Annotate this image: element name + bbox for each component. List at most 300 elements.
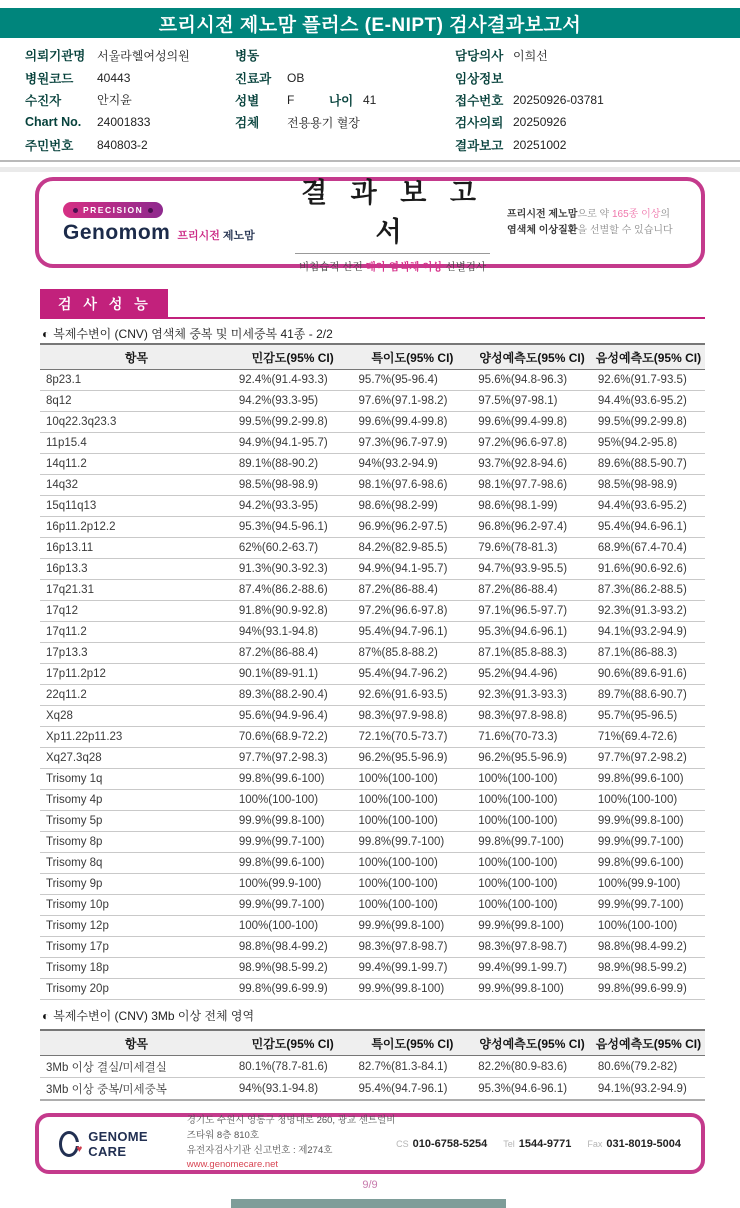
patient-info-col3: [455, 44, 604, 156]
row-item-name: Trisomy 20p: [40, 979, 233, 1000]
footer-website-link[interactable]: www.genomecare.net: [186, 1159, 279, 1171]
field-value: 24001833: [97, 115, 151, 130]
row-value: 98.1%(97.7-98.6): [472, 475, 592, 496]
tel-label: Tel: [503, 1138, 515, 1149]
table-row: [40, 664, 705, 685]
table-row: [40, 643, 705, 664]
row-value: 87.1%(85.8-88.3): [472, 643, 592, 664]
row-value: 94%(93.1-94.8): [233, 622, 353, 643]
row-value: 100%(100-100): [233, 916, 353, 937]
row-item-name: 14q11.2: [40, 454, 233, 475]
column-header: 음성예측도(95% CI): [592, 1030, 705, 1056]
field-label: 병원코드: [25, 71, 74, 86]
footer-license: 유전자검사기관 신고번호 : 제274호: [186, 1144, 333, 1156]
table-row: [40, 727, 705, 748]
field-label: 성별: [235, 93, 260, 108]
field-label: Chart No.: [25, 115, 82, 130]
row-value: 100%(100-100): [353, 790, 473, 811]
row-value: 95.3%(94.6-96.1): [472, 622, 592, 643]
row-value: 99.9%(99.8-100): [472, 916, 592, 937]
row-item-name: 17p11.2p12: [40, 664, 233, 685]
row-value: 99.9%(99.7-100): [592, 895, 705, 916]
badge-label: PRECISION: [83, 205, 144, 216]
row-value: 99.9%(99.8-100): [353, 916, 473, 937]
row-value: 99.8%(99.6-100): [592, 769, 705, 790]
row-value: 68.9%(67.4-70.4): [592, 538, 705, 559]
row-item-name: Trisomy 12p: [40, 916, 233, 937]
row-value: 98.9%(98.5-99.2): [592, 958, 705, 979]
row-value: 91.6%(90.6-92.6): [592, 559, 705, 580]
field-label: 접수번호: [455, 93, 504, 108]
row-value: 95.6%(94.9-96.4): [233, 706, 353, 727]
row-value: 94.1%(93.2-94.9): [592, 622, 705, 643]
row-value: 92.6%(91.6-93.5): [353, 685, 473, 706]
field-value: 20250926-03781: [513, 92, 604, 107]
row-value: 92.3%(91.3-93.3): [472, 685, 592, 706]
table-row: [40, 559, 705, 580]
row-value: 97.1%(96.5-97.7): [472, 601, 592, 622]
info-row: [25, 89, 190, 111]
table-header-row: [40, 344, 705, 370]
report-heading: [278, 171, 507, 274]
table-row: [40, 832, 705, 853]
row-value: 97.5%(97-98.1): [472, 391, 592, 412]
field-label: 수진자: [25, 93, 62, 108]
table-row: [40, 391, 705, 412]
row-value: 99.5%(99.2-99.8): [233, 412, 353, 433]
row-value: 94.1%(93.2-94.9): [592, 1078, 705, 1101]
row-value: 97.7%(97.2-98.2): [592, 748, 705, 769]
table-row: [40, 517, 705, 538]
row-value: 99.8%(99.6-100): [233, 769, 353, 790]
row-value: 89.7%(88.6-90.7): [592, 685, 705, 706]
row-value: 98.8%(98.4-99.2): [592, 937, 705, 958]
table-row: [40, 580, 705, 601]
table-row: [40, 916, 705, 937]
field-value: 전용용기 혈장: [287, 115, 360, 130]
row-value: 100%(100-100): [472, 811, 592, 832]
row-item-name: Xq28: [40, 706, 233, 727]
row-value: 94.9%(94.1-95.7): [233, 433, 353, 454]
field-label: 의뢰기관명: [25, 49, 86, 64]
row-value: 99.4%(99.1-99.7): [472, 958, 592, 979]
field-value: 20251002: [513, 137, 567, 152]
row-value: 96.2%(95.5-96.9): [353, 748, 473, 769]
row-value: 94.2%(93.3-95): [233, 496, 353, 517]
patient-info-col1: [25, 44, 190, 156]
report-heading-title: 결 과 보 고 서: [301, 178, 484, 247]
row-value: 92.3%(91.3-93.2): [592, 601, 705, 622]
row-value: 72.1%(70.5-73.7): [353, 727, 473, 748]
table-row: [40, 433, 705, 454]
row-value: 71.6%(70-73.3): [472, 727, 592, 748]
field-label: 검체: [235, 116, 260, 131]
row-value: 93.7%(92.8-94.6): [472, 454, 592, 475]
note-pink: 165종 이상: [611, 209, 661, 220]
column-header: 항목: [40, 344, 233, 370]
row-value: 100%(100-100): [353, 853, 473, 874]
row-value: 98.6%(98.2-99): [353, 496, 473, 517]
info-row: [235, 66, 376, 88]
row-item-name: 14q32: [40, 475, 233, 496]
field-value: 40443: [97, 70, 131, 85]
field-label: 병동: [235, 49, 260, 64]
row-item-name: 16p13.11: [40, 538, 233, 559]
row-item-name: 11p15.4: [40, 433, 233, 454]
column-header: 음성예측도(95% CI): [592, 344, 705, 370]
row-value: 87.2%(86-88.4): [353, 580, 473, 601]
table-row: [40, 811, 705, 832]
row-value: 87.3%(86.2-88.5): [592, 580, 705, 601]
note-text: 을 선별할 수 있습니다: [577, 224, 673, 236]
row-value: 99.9%(99.8-100): [472, 979, 592, 1000]
table1-caption: [42, 325, 333, 342]
row-value: 71%(69.4-72.6): [592, 727, 705, 748]
row-value: 100%(100-100): [592, 916, 705, 937]
row-value: 98.3%(97.9-98.8): [353, 706, 473, 727]
info-row: [25, 111, 190, 133]
performance-table-cnv41: [40, 343, 705, 1000]
row-value: 90.6%(89.6-91.6): [592, 664, 705, 685]
report-heading-subtitle: [278, 259, 507, 274]
row-value: 62%(60.2-63.7): [233, 538, 353, 559]
row-item-name: 3Mb 이상 결실/미세결실: [40, 1056, 233, 1078]
info-divider-line: [0, 160, 740, 162]
row-value: 99.9%(99.8-100): [592, 811, 705, 832]
footer-contact-numbers: [396, 1138, 681, 1150]
column-header: 특이도(95% CI): [353, 1030, 473, 1056]
row-item-name: Trisomy 17p: [40, 937, 233, 958]
patient-info-col2: [235, 44, 376, 134]
column-header: 양성예측도(95% CI): [472, 344, 592, 370]
row-value: 100%(100-100): [472, 769, 592, 790]
half-circle-icon: ◐: [42, 1009, 50, 1023]
performance-table-3mb: [40, 1029, 705, 1101]
g-circle-icon: [59, 1131, 83, 1157]
section-header: [40, 291, 705, 319]
column-header: 민감도(95% CI): [233, 1030, 353, 1056]
info-row: [455, 89, 604, 111]
row-item-name: Trisomy 10p: [40, 895, 233, 916]
row-value: 95%(94.2-95.8): [592, 433, 705, 454]
row-value: 95.7%(95-96.4): [353, 370, 473, 391]
row-item-name: Trisomy 1q: [40, 769, 233, 790]
row-value: 92.4%(91.4-93.3): [233, 370, 353, 391]
table-row: [40, 979, 705, 1000]
row-item-name: 16p11.2p12.2: [40, 517, 233, 538]
row-value: 98.8%(98.4-99.2): [233, 937, 353, 958]
field-label: 결과보고: [455, 138, 504, 153]
field-value: 이희선: [513, 48, 548, 63]
row-value: 97.6%(97.1-98.2): [353, 391, 473, 412]
table-row: [40, 769, 705, 790]
row-value: 87.1%(86-88.3): [592, 643, 705, 664]
brand-kr-pink: 프리시전: [177, 230, 220, 243]
row-value: 98.9%(98.5-99.2): [233, 958, 353, 979]
field-value: 안지윤: [97, 93, 132, 108]
row-value: 99.4%(99.1-99.7): [353, 958, 473, 979]
row-value: 89.3%(88.2-90.4): [233, 685, 353, 706]
row-value: 100%(100-100): [472, 853, 592, 874]
badge-dot-icon: [73, 208, 78, 213]
info-row: [235, 89, 376, 111]
row-value: 82.7%(81.3-84.1): [353, 1056, 473, 1078]
row-item-name: Trisomy 8p: [40, 832, 233, 853]
row-value: 96.2%(95.5-96.9): [472, 748, 592, 769]
table-row: [40, 790, 705, 811]
row-item-name: 16p13.3: [40, 559, 233, 580]
field-value: F: [287, 92, 295, 107]
table-row: [40, 475, 705, 496]
field-value: 서울라헬여성의원: [97, 48, 190, 63]
brand-kr-dark: 제노맘: [222, 230, 255, 243]
table-header-row: [40, 1030, 705, 1056]
row-value: 96.9%(96.2-97.5): [353, 517, 473, 538]
row-value: 99.9%(99.7-100): [592, 832, 705, 853]
row-value: 97.2%(96.6-97.8): [472, 433, 592, 454]
field-label: 담당의사: [455, 49, 504, 64]
row-value: 99.8%(99.6-100): [233, 853, 353, 874]
row-item-name: 17q12: [40, 601, 233, 622]
row-item-name: Trisomy 4p: [40, 790, 233, 811]
info-row: [25, 134, 190, 156]
row-value: 98.5%(98-98.9): [592, 475, 705, 496]
row-value: 98.3%(97.8-98.8): [472, 706, 592, 727]
row-value: 99.8%(99.7-100): [472, 832, 592, 853]
tel-number: 1544-9771: [518, 1137, 572, 1150]
row-item-name: Trisomy 8q: [40, 853, 233, 874]
row-value: 97.2%(96.6-97.8): [353, 601, 473, 622]
table-row: [40, 1056, 705, 1078]
footer-address: 경기도 수원시 영통구 청명대로 260, 광교 센트럴비즈타워 8층 810호: [186, 1115, 396, 1141]
note-text: 의: [660, 209, 671, 220]
row-value: 94%(93.1-94.8): [233, 1078, 353, 1101]
row-value: 95.4%(94.6-96.1): [592, 517, 705, 538]
info-row: [455, 134, 604, 156]
table-row: [40, 853, 705, 874]
table-row: [40, 874, 705, 895]
row-value: 100%(100-100): [353, 895, 473, 916]
row-value: 80.6%(79.2-82): [592, 1056, 705, 1078]
badge-dot-icon: [148, 208, 153, 213]
info-row: [235, 111, 376, 133]
row-item-name: 8q12: [40, 391, 233, 412]
row-value: 100%(100-100): [233, 790, 353, 811]
column-header: 양성예측도(95% CI): [472, 1030, 592, 1056]
note-text: 으로 약: [577, 209, 612, 220]
field-label: 주민번호: [25, 138, 74, 153]
row-value: 92.6%(91.7-93.5): [592, 370, 705, 391]
row-value: 95.3%(94.5-96.1): [233, 517, 353, 538]
row-value: 100%(100-100): [353, 769, 473, 790]
info-row: [25, 66, 190, 88]
table-row: [40, 937, 705, 958]
row-value: 100%(100-100): [353, 811, 473, 832]
row-value: 90.1%(89-91.1): [233, 664, 353, 685]
row-item-name: 17p13.3: [40, 643, 233, 664]
bottom-edge-bar: [231, 1199, 506, 1208]
row-value: 98.1%(97.6-98.6): [353, 475, 473, 496]
row-value: 98.3%(97.8-98.7): [353, 937, 473, 958]
table-row: [40, 748, 705, 769]
row-value: 99.8%(99.6-100): [592, 853, 705, 874]
row-value: 99.8%(99.7-100): [353, 832, 473, 853]
row-value: 94%(93.2-94.9): [353, 454, 473, 475]
row-value: 100%(100-100): [472, 790, 592, 811]
row-value: 99.5%(99.2-99.8): [592, 412, 705, 433]
result-report-banner: [35, 177, 705, 273]
row-item-name: 17q11.2: [40, 622, 233, 643]
table2-caption: [42, 1007, 254, 1024]
heart-icon: ♥: [76, 1143, 83, 1155]
page-number: 9/9: [362, 1179, 378, 1191]
field-label: 검사의뢰: [455, 116, 504, 131]
row-value: 87%(85.8-88.2): [353, 643, 473, 664]
row-item-name: Xq27.3q28: [40, 748, 233, 769]
precision-badge: [63, 202, 163, 218]
subtitle-suffix: 선별검사: [442, 261, 487, 273]
fax-number: 031-8019-5004: [606, 1137, 681, 1150]
info-row: [455, 44, 604, 66]
half-circle-icon: ◐: [42, 327, 50, 341]
row-value: 100%(100-100): [472, 874, 592, 895]
row-value: 95.3%(94.6-96.1): [472, 1078, 592, 1101]
row-value: 96.8%(96.2-97.4): [472, 517, 592, 538]
info-row: [25, 44, 190, 66]
row-value: 84.2%(82.9-85.5): [353, 538, 473, 559]
footer-contact-box: [35, 1113, 705, 1174]
row-value: 97.3%(96.7-97.9): [353, 433, 473, 454]
row-item-name: 17q21.31: [40, 580, 233, 601]
cs-number: 010-6758-5254: [412, 1137, 488, 1150]
row-value: 91.3%(90.3-92.3): [233, 559, 353, 580]
row-value: 98.3%(97.8-98.7): [472, 937, 592, 958]
row-item-name: Xp11.22p11.23: [40, 727, 233, 748]
table-row: [40, 895, 705, 916]
info-row: [455, 111, 604, 133]
row-value: 89.1%(88-90.2): [233, 454, 353, 475]
row-value: 87.2%(86-88.4): [233, 643, 353, 664]
subtitle-prefix: 비침습적 산전: [298, 261, 366, 273]
row-value: 99.6%(99.4-99.8): [472, 412, 592, 433]
row-value: 91.8%(90.9-92.8): [233, 601, 353, 622]
field-value: 41: [363, 92, 377, 107]
row-value: 99.9%(99.7-100): [233, 895, 353, 916]
row-value: 100%(100-100): [353, 874, 473, 895]
row-value: 87.2%(86-88.4): [472, 580, 592, 601]
table-row: [40, 601, 705, 622]
row-value: 99.8%(99.6-99.9): [592, 979, 705, 1000]
banner-note: [507, 207, 701, 238]
info-row: [455, 66, 604, 88]
row-item-name: 3Mb 이상 중복/미세중복: [40, 1078, 233, 1101]
row-item-name: 8p23.1: [40, 370, 233, 391]
row-value: 95.4%(94.7-96.2): [353, 664, 473, 685]
brand-wordmark: [63, 221, 278, 245]
info-row: [235, 44, 376, 66]
row-item-name: Trisomy 9p: [40, 874, 233, 895]
table-row: [40, 958, 705, 979]
row-value: 100%(99.9-100): [592, 874, 705, 895]
field-label: 나이: [329, 93, 354, 108]
table-row: [40, 1078, 705, 1101]
row-item-name: 22q11.2: [40, 685, 233, 706]
row-value: 99.9%(99.8-100): [233, 811, 353, 832]
row-value: 100%(100-100): [592, 790, 705, 811]
note-bold: 프리시전 제노맘: [507, 209, 578, 220]
subtitle-highlight: 태아 염색체 이상: [365, 261, 443, 273]
row-value: 98.5%(98-98.9): [233, 475, 353, 496]
row-value: 100%(99.9-100): [233, 874, 353, 895]
table-row: [40, 685, 705, 706]
row-value: 94.7%(93.9-95.5): [472, 559, 592, 580]
row-value: 94.4%(93.6-95.2): [592, 496, 705, 517]
row-value: 98.6%(98.1-99): [472, 496, 592, 517]
fax-label: Fax: [587, 1138, 603, 1149]
table-row: [40, 706, 705, 727]
row-value: 99.6%(99.4-99.8): [353, 412, 473, 433]
row-value: 94.4%(93.6-95.2): [592, 391, 705, 412]
table1-caption-text: 복제수변이 (CNV) 염색체 중복 및 미세중복 41종 - 2/2: [53, 327, 333, 341]
row-value: 94.2%(93.3-95): [233, 391, 353, 412]
table-row: [40, 622, 705, 643]
row-value: 95.2%(94.4-96): [472, 664, 592, 685]
footer-address-block: [187, 1114, 396, 1173]
row-value: 82.2%(80.9-83.6): [472, 1056, 592, 1078]
field-label: 진료과: [235, 71, 272, 86]
field-value: OB: [287, 70, 305, 85]
row-value: 99.8%(99.6-99.9): [233, 979, 353, 1000]
row-value: 95.7%(95-96.5): [592, 706, 705, 727]
note-bold: 염색체 이상질환: [507, 224, 578, 236]
report-heading-underline: [295, 253, 490, 254]
row-value: 95.4%(94.7-96.1): [353, 622, 473, 643]
row-value: 79.6%(78-81.3): [472, 538, 592, 559]
row-value: 99.9%(99.8-100): [353, 979, 473, 1000]
row-value: 95.6%(94.8-96.3): [472, 370, 592, 391]
genome-care-logo: [59, 1129, 161, 1159]
table-row: [40, 538, 705, 559]
column-header: 항목: [40, 1030, 233, 1056]
section-title-box: 검 사 성 능: [40, 289, 168, 319]
table2-caption-text: 복제수변이 (CNV) 3Mb 이상 전체 영역: [53, 1009, 255, 1023]
genome-care-logo-text: GENOME CARE: [88, 1128, 148, 1159]
table-row: [40, 370, 705, 391]
row-value: 89.6%(88.5-90.7): [592, 454, 705, 475]
row-value: 87.4%(86.2-88.6): [233, 580, 353, 601]
page-title: 프리시전 제노맘 플러스 (E-NIPT) 검사결과보고서: [158, 14, 582, 36]
column-header: 특이도(95% CI): [353, 344, 473, 370]
field-value: 20250926: [513, 115, 567, 130]
table-row: [40, 496, 705, 517]
row-item-name: 10q22.3q23.3: [40, 412, 233, 433]
row-value: 100%(100-100): [472, 895, 592, 916]
row-item-name: Trisomy 5p: [40, 811, 233, 832]
row-value: 80.1%(78.7-81.6): [233, 1056, 353, 1078]
row-value: 70.6%(68.9-72.2): [233, 727, 353, 748]
row-value: 94.9%(94.1-95.7): [353, 559, 473, 580]
brand-name: Genomom: [63, 221, 171, 245]
field-value: 840803-2: [97, 137, 148, 152]
table-row: [40, 454, 705, 475]
brand-logo: [39, 200, 278, 246]
field-label: 임상정보: [455, 71, 504, 86]
row-value: 97.7%(97.2-98.3): [233, 748, 353, 769]
cs-label: CS: [396, 1138, 409, 1149]
row-value: 99.9%(99.7-100): [233, 832, 353, 853]
report-title-band: [0, 8, 740, 38]
column-header: 민감도(95% CI): [233, 344, 353, 370]
